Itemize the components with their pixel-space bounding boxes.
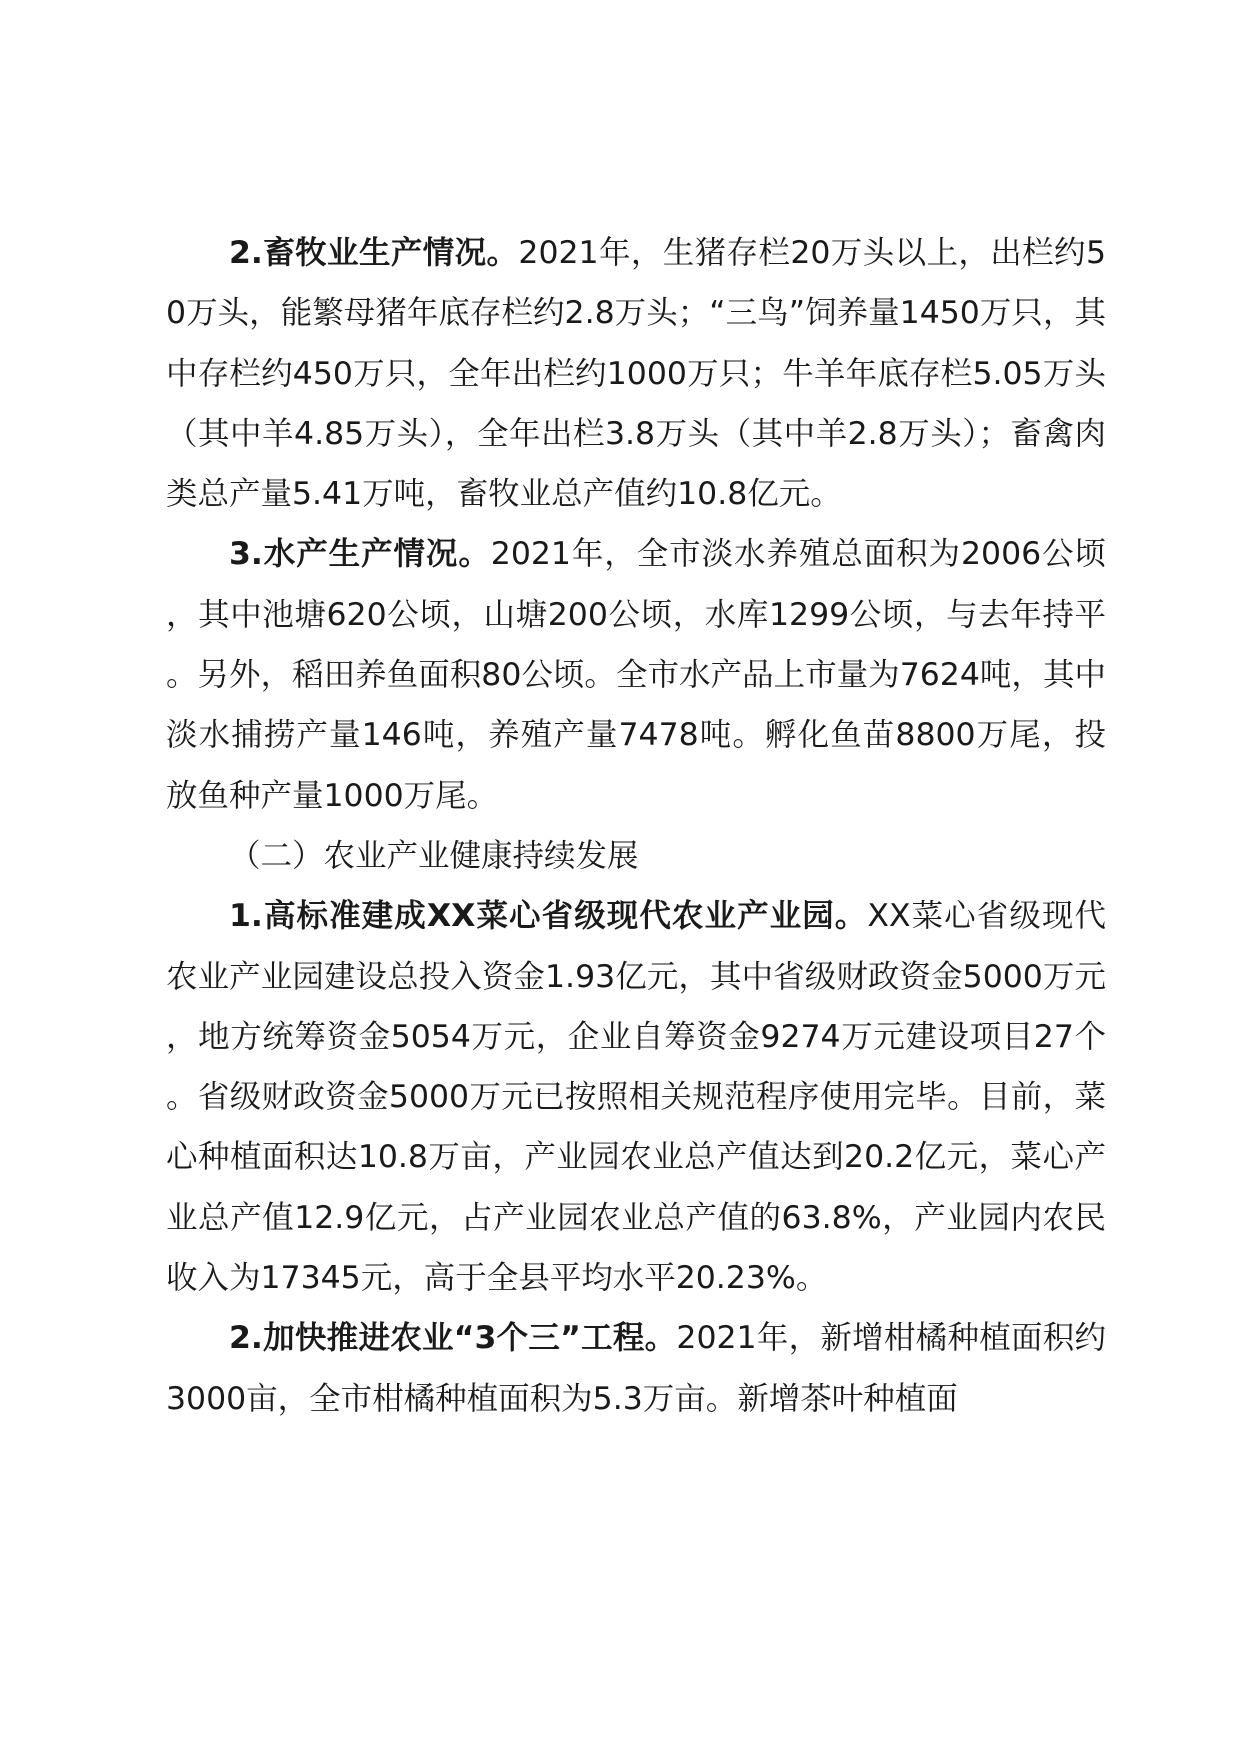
- paragraph-lead: 2.加快推进农业“3个三”工程。: [229, 1320, 677, 1357]
- paragraph-body: XX菜心省级现代农业产业园建设总投入资金1.93亿元，其中省级财政资金5000万元，地方统筹资金5054万元，企业自筹资金9274万元建设项目27个。省级财政资金5000万元已按照相关规范程序使用完毕。目前，菜心种植面积达10.8万亩，产业园农业总产值达到20.2亿元，菜心产业总产值12.9亿元，占产业园农业总产值的63.8%，产业园内农民收入为17345元，高于全县平均水平20.23%。: [166, 898, 1106, 1297]
- paragraph-body: 2021年，生猪存栏20万头以上，出栏约50万头，能繁母猪年底存栏约2.8万头；“三鸟”饲养量1450万只，其中存栏约450万只，全年出栏约1000万只；牛羊年底存栏5.05万头（其中羊4.85万头），全年出栏3.8万头（其中羊2.8万头）；畜禽肉类总产量5.41万吨，畜牧业总产值约10.8亿元。: [166, 235, 1106, 513]
- paragraph-livestock: [166, 223, 1106, 524]
- paragraph-industrial-park: [166, 886, 1106, 1308]
- paragraph-body: 2021年，全市淡水养殖总面积为2006公顷，其中池塘620公顷，山塘200公顷，水库1299公顷，与去年持平。另外，稻田养鱼面积80公顷。全市水产品上市量为7624吨，其中淡水捕捞产量146吨，养殖产量7478吨。孵化鱼苗8800万尾，投放鱼种产量1000万尾。: [166, 536, 1106, 814]
- paragraph-lead: 1.高标准建成XX菜心省级现代农业产业园。: [229, 898, 868, 935]
- document-page: [166, 223, 1106, 1429]
- section-heading: （二）农业产业健康持续发展: [229, 837, 639, 874]
- paragraph-three-projects: [166, 1308, 1106, 1429]
- paragraph-body: 2021年，新增柑橘种植面积约3000亩，全市柑橘种植面积为5.3万亩。新增茶叶种植面: [166, 1320, 1106, 1417]
- paragraph-lead: 2.畜牧业生产情况。: [229, 235, 519, 271]
- paragraph-lead: 3.水产生产情况。: [229, 536, 491, 573]
- paragraph-aquaculture: [166, 524, 1106, 825]
